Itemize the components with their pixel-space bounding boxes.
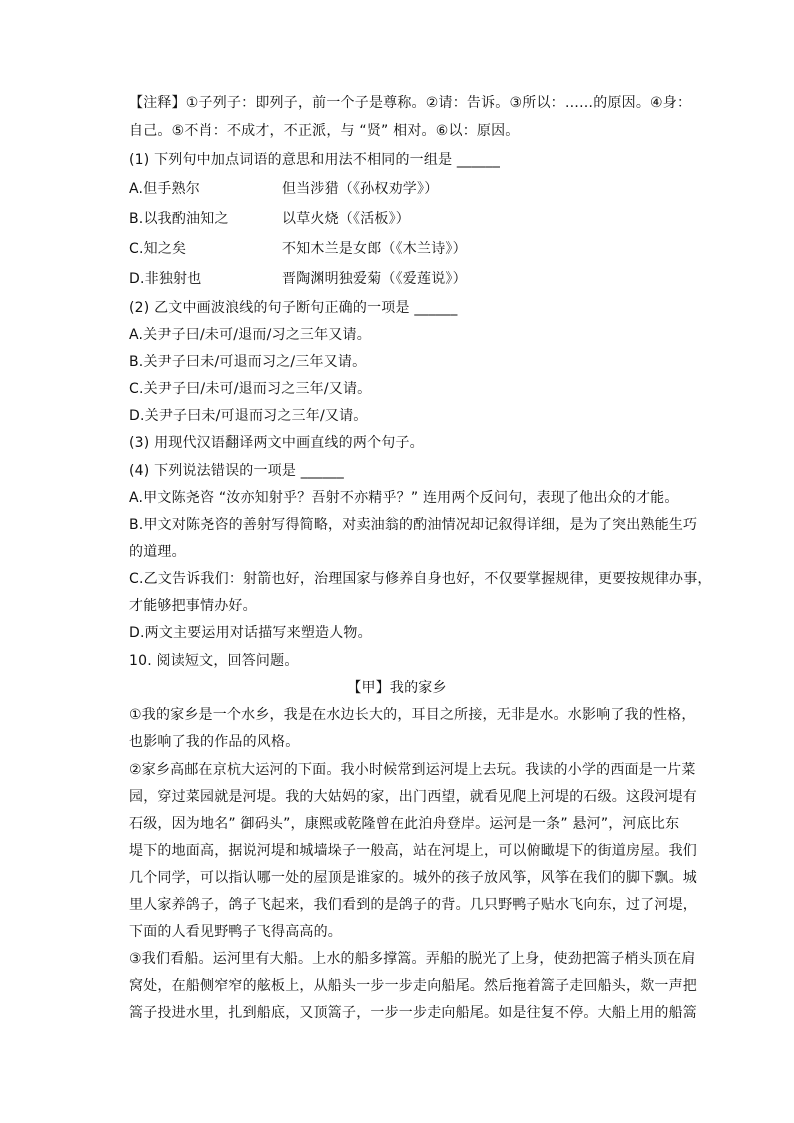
notes-line-1: 【注释】①子列子：即列子，前一个子是尊称。②请：告诉。③所以：……的原因。④身： [129,95,692,111]
question-2-stem: (2) 乙文中画波浪线的句子断句正确的一项是 ______ [129,300,458,316]
article-paragraph-3-line-2: 窝处，在船侧窄窄的舷板上，从船头一步一步走向船尾。然后拖着篙子走回船头，欻一声把 [129,978,697,994]
question-4-stem: (4) 下列说法错误的一项是 ______ [129,463,344,479]
option-c-right: 不知木兰是女郎（《木兰诗》） [282,241,467,257]
question-4-option-c-line-1: C.乙文告诉我们：射箭也好，治理国家与修养自身也好，不仅要掌握规律，更要按规律办事， [129,571,712,587]
question-2-option-c: C.关尹子曰/未可/退而习之三年/又请。 [129,381,372,397]
article-paragraph-1-line-1: ①我的家乡是一个水乡，我是在水边长大的，耳目之所接，无非是水。水影响了我的性格， [129,707,696,723]
question-4-option-b-line-2: 的道理。 [129,544,186,560]
question-1-stem: (1) 下列句中加点词语的意思和用法不相同的一组是 ______ [129,152,501,168]
question-2-option-d: D.关尹子曰未/可退而习之三年/又请。 [129,408,368,424]
option-b-left: B.以我酌油知之 [129,211,229,227]
option-d-left: D.非独射也 [129,271,202,287]
article-paragraph-3-line-3: 篙子投进水里，扎到船底，又顶篙子，一步一步走向船尾。如是往复不停。大船上用的船篙 [129,1005,697,1021]
option-a-right: 但当涉猎（《孙权劝学》） [282,181,439,197]
question-2-option-b: B.关尹子曰未/可退而习之/三年又请。 [129,354,367,370]
question-2-option-a: A.关尹子曰/未可/退而/习之三年又请。 [129,327,371,343]
question-4-option-d: D.两文主要运用对话描写来塑造人物。 [129,625,372,641]
article-paragraph-2-line-6: 里人家养鸽子，鸽子飞起来，我们看到的是鸽子的背。几只野鸭子贴水飞向东，过了河堤， [129,897,697,913]
question-4-option-a: A.甲文陈尧咨 “汝亦知射乎？吾射不亦精乎？” 连用两个反问句，表现了他出众的才能。 [129,490,679,506]
question-1-option-a [129,180,438,198]
article-title: 【甲】我的家乡 [347,680,447,696]
article-paragraph-2-line-3: 石级，因为地名” 御码头”，康熙或乾隆曾在此泊舟登岸。运河是一条” 悬河”，河底比东 [129,816,680,832]
article-paragraph-2-line-7: 下面的人看见野鸭子飞得高高的。 [129,924,342,940]
article-paragraph-2-line-5: 几个同学，可以指认哪一处的屋顶是谁家的。城外的孩子放风筝，风筝在我们的脚下飘。城 [129,870,697,886]
article-paragraph-3-line-1: ③我们看船。运河里有大船。上水的船多撑篙。弄船的脱光了上身，使劲把篙子梢头顶在肩 [129,951,696,967]
question-1-option-d [129,270,467,288]
article-paragraph-2-line-1: ②家乡高邮在京杭大运河的下面。我小时候常到运河堤上去玩。我读的小学的西面是一片菜 [129,762,696,778]
question-1-option-c [129,240,467,258]
article-paragraph-2-line-4: 堤下的地面高，据说河堤和城墙垛子一般高，站在河堤上，可以俯瞰堤下的街道房屋。我们 [129,843,697,859]
option-a-left: A.但手熟尔 [129,181,200,197]
notes-line-2: 自己。⑤不肖：不成才，不正派，与 “贤” 相对。⑥以：原因。 [129,123,520,139]
question-4-option-c-line-2: 才能够把事情办好。 [129,598,257,614]
question-4-option-b-line-1: B.甲文对陈尧咨的善射写得简略，对卖油翁的酌油情况却记叙得详细，是为了突出熟能生巧 [129,517,698,533]
option-c-left: C.知之矣 [129,241,187,257]
option-b-right: 以草火烧（《活板》） [282,211,410,227]
question-10-stem: 10. 阅读短文，回答问题。 [129,653,299,669]
question-3-stem: (3) 用现代汉语翻译两文中画直线的两个句子。 [129,435,424,451]
article-paragraph-1-line-2: 也影响了我的作品的风格。 [129,734,300,750]
article-paragraph-2-line-2: 园，穿过菜园就是河堤。我的大姑妈的家，出门西望，就看见爬上河堤的石级。这段河堤有 [129,789,697,805]
option-d-right: 晋陶渊明独爱菊（《爱莲说》） [282,271,467,287]
question-1-option-b [129,210,410,228]
